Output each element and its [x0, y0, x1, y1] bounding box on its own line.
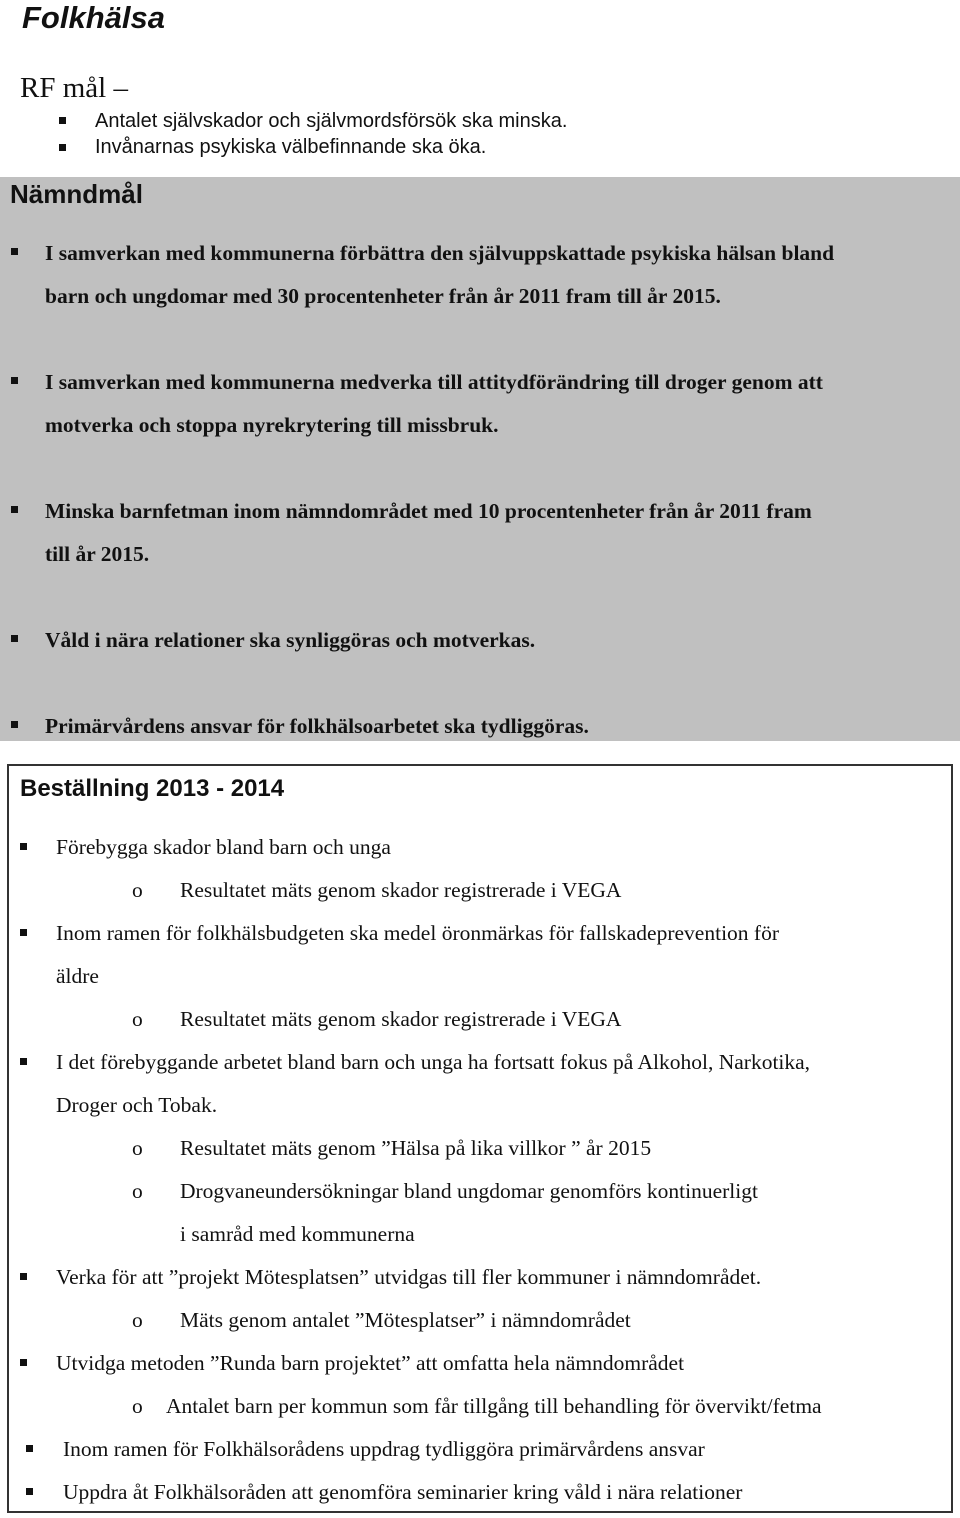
order-item: Verka för att ”projekt Mötesplatsen” utvidgas till fler kommuner i nämndområdet. — [56, 1265, 762, 1289]
board-goal-line: till år 2015. — [45, 542, 150, 566]
bullet-icon — [20, 1273, 27, 1280]
bullet-icon — [26, 1445, 33, 1452]
order-sub-item: Mäts genom antalet ”Mötesplatser” i nämndområdet — [180, 1308, 631, 1332]
bullet-icon — [11, 635, 18, 642]
board-goal-line: barn och ungdomar med 30 procentenheter från år 2011 fram till år 2015. — [45, 284, 721, 308]
sub-bullet-icon: o — [132, 1179, 143, 1203]
order-sub-item: Antalet barn per kommun som får tillgång till behandling för övervikt/fetma — [166, 1394, 822, 1418]
rf-goal-item: Antalet självskador och självmordsförsök ska minska. — [95, 110, 568, 132]
order-sub-item: Drogvaneundersökningar bland ungdomar genomförs kontinuerligt — [180, 1179, 758, 1203]
bullet-icon — [20, 1058, 27, 1065]
order-item: Inom ramen för folkhälsbudgeten ska medel öronmärkas för fallskadeprevention för — [56, 921, 779, 945]
bullet-icon — [20, 843, 27, 850]
bullet-icon — [20, 1359, 27, 1366]
order-item: Utvidga metoden ”Runda barn projektet” att omfatta hela nämndområdet — [56, 1351, 685, 1375]
bullet-icon — [11, 377, 18, 384]
bullet-icon — [11, 248, 18, 255]
order-sub-item: Resultatet mäts genom skador registrerade i VEGA — [180, 1007, 622, 1031]
order-sub-item: Resultatet mäts genom skador registrerade i VEGA — [180, 878, 622, 902]
order-item: Förebygga skador bland barn och unga — [56, 835, 391, 859]
rf-goal-item: Invånarnas psykiska välbefinnande ska öka. — [95, 136, 487, 158]
board-goal-line: Våld i nära relationer ska synliggöras och motverkas. — [45, 628, 536, 652]
bullet-icon — [20, 929, 27, 936]
rf-goals-heading: RF mål – — [20, 72, 128, 104]
bullet-icon — [59, 117, 66, 124]
bullet-icon — [59, 144, 66, 151]
board-goal-line: Minska barnfetman inom nämndområdet med 10 procentenheter från år 2011 fram — [45, 499, 812, 523]
board-goal-line: motverka och stoppa nyrekrytering till missbruk. — [45, 413, 499, 437]
order-sub-item: i samråd med kommunerna — [180, 1222, 415, 1246]
bullet-icon — [11, 506, 18, 513]
order-item: Uppdra åt Folkhälsoråden att genomföra seminarier kring våld i nära relationer — [63, 1480, 743, 1504]
order-item: Inom ramen för Folkhälsorådens uppdrag tydliggöra primärvårdens ansvar — [63, 1437, 705, 1461]
sub-bullet-icon: o — [132, 1308, 143, 1332]
order-item: äldre — [56, 964, 99, 988]
sub-bullet-icon: o — [132, 1007, 143, 1031]
order-heading: Beställning 2013 - 2014 — [20, 775, 285, 802]
bullet-icon — [26, 1488, 33, 1495]
board-goal-line: I samverkan med kommunerna medverka till attitydförändring till droger genom att — [45, 370, 823, 394]
order-item: I det förebyggande arbetet bland barn och unga ha fortsatt fokus på Alkohol, Narkotika, — [56, 1050, 811, 1074]
sub-bullet-icon: o — [132, 878, 143, 902]
order-sub-item: Resultatet mäts genom ”Hälsa på lika villkor ” år 2015 — [180, 1136, 652, 1160]
bullet-icon — [11, 721, 18, 728]
sub-bullet-icon: o — [132, 1136, 143, 1160]
page-title: Folkhälsa — [22, 0, 165, 35]
board-goals-heading: Nämndmål — [10, 179, 143, 209]
board-goal-line: Primärvårdens ansvar för folkhälsoarbetet ska tydliggöras. — [45, 714, 589, 738]
sub-bullet-icon: o — [132, 1394, 143, 1418]
board-goal-line: I samverkan med kommunerna förbättra den självuppskattade psykiska hälsan bland — [45, 241, 835, 265]
order-item: Droger och Tobak. — [56, 1093, 218, 1117]
